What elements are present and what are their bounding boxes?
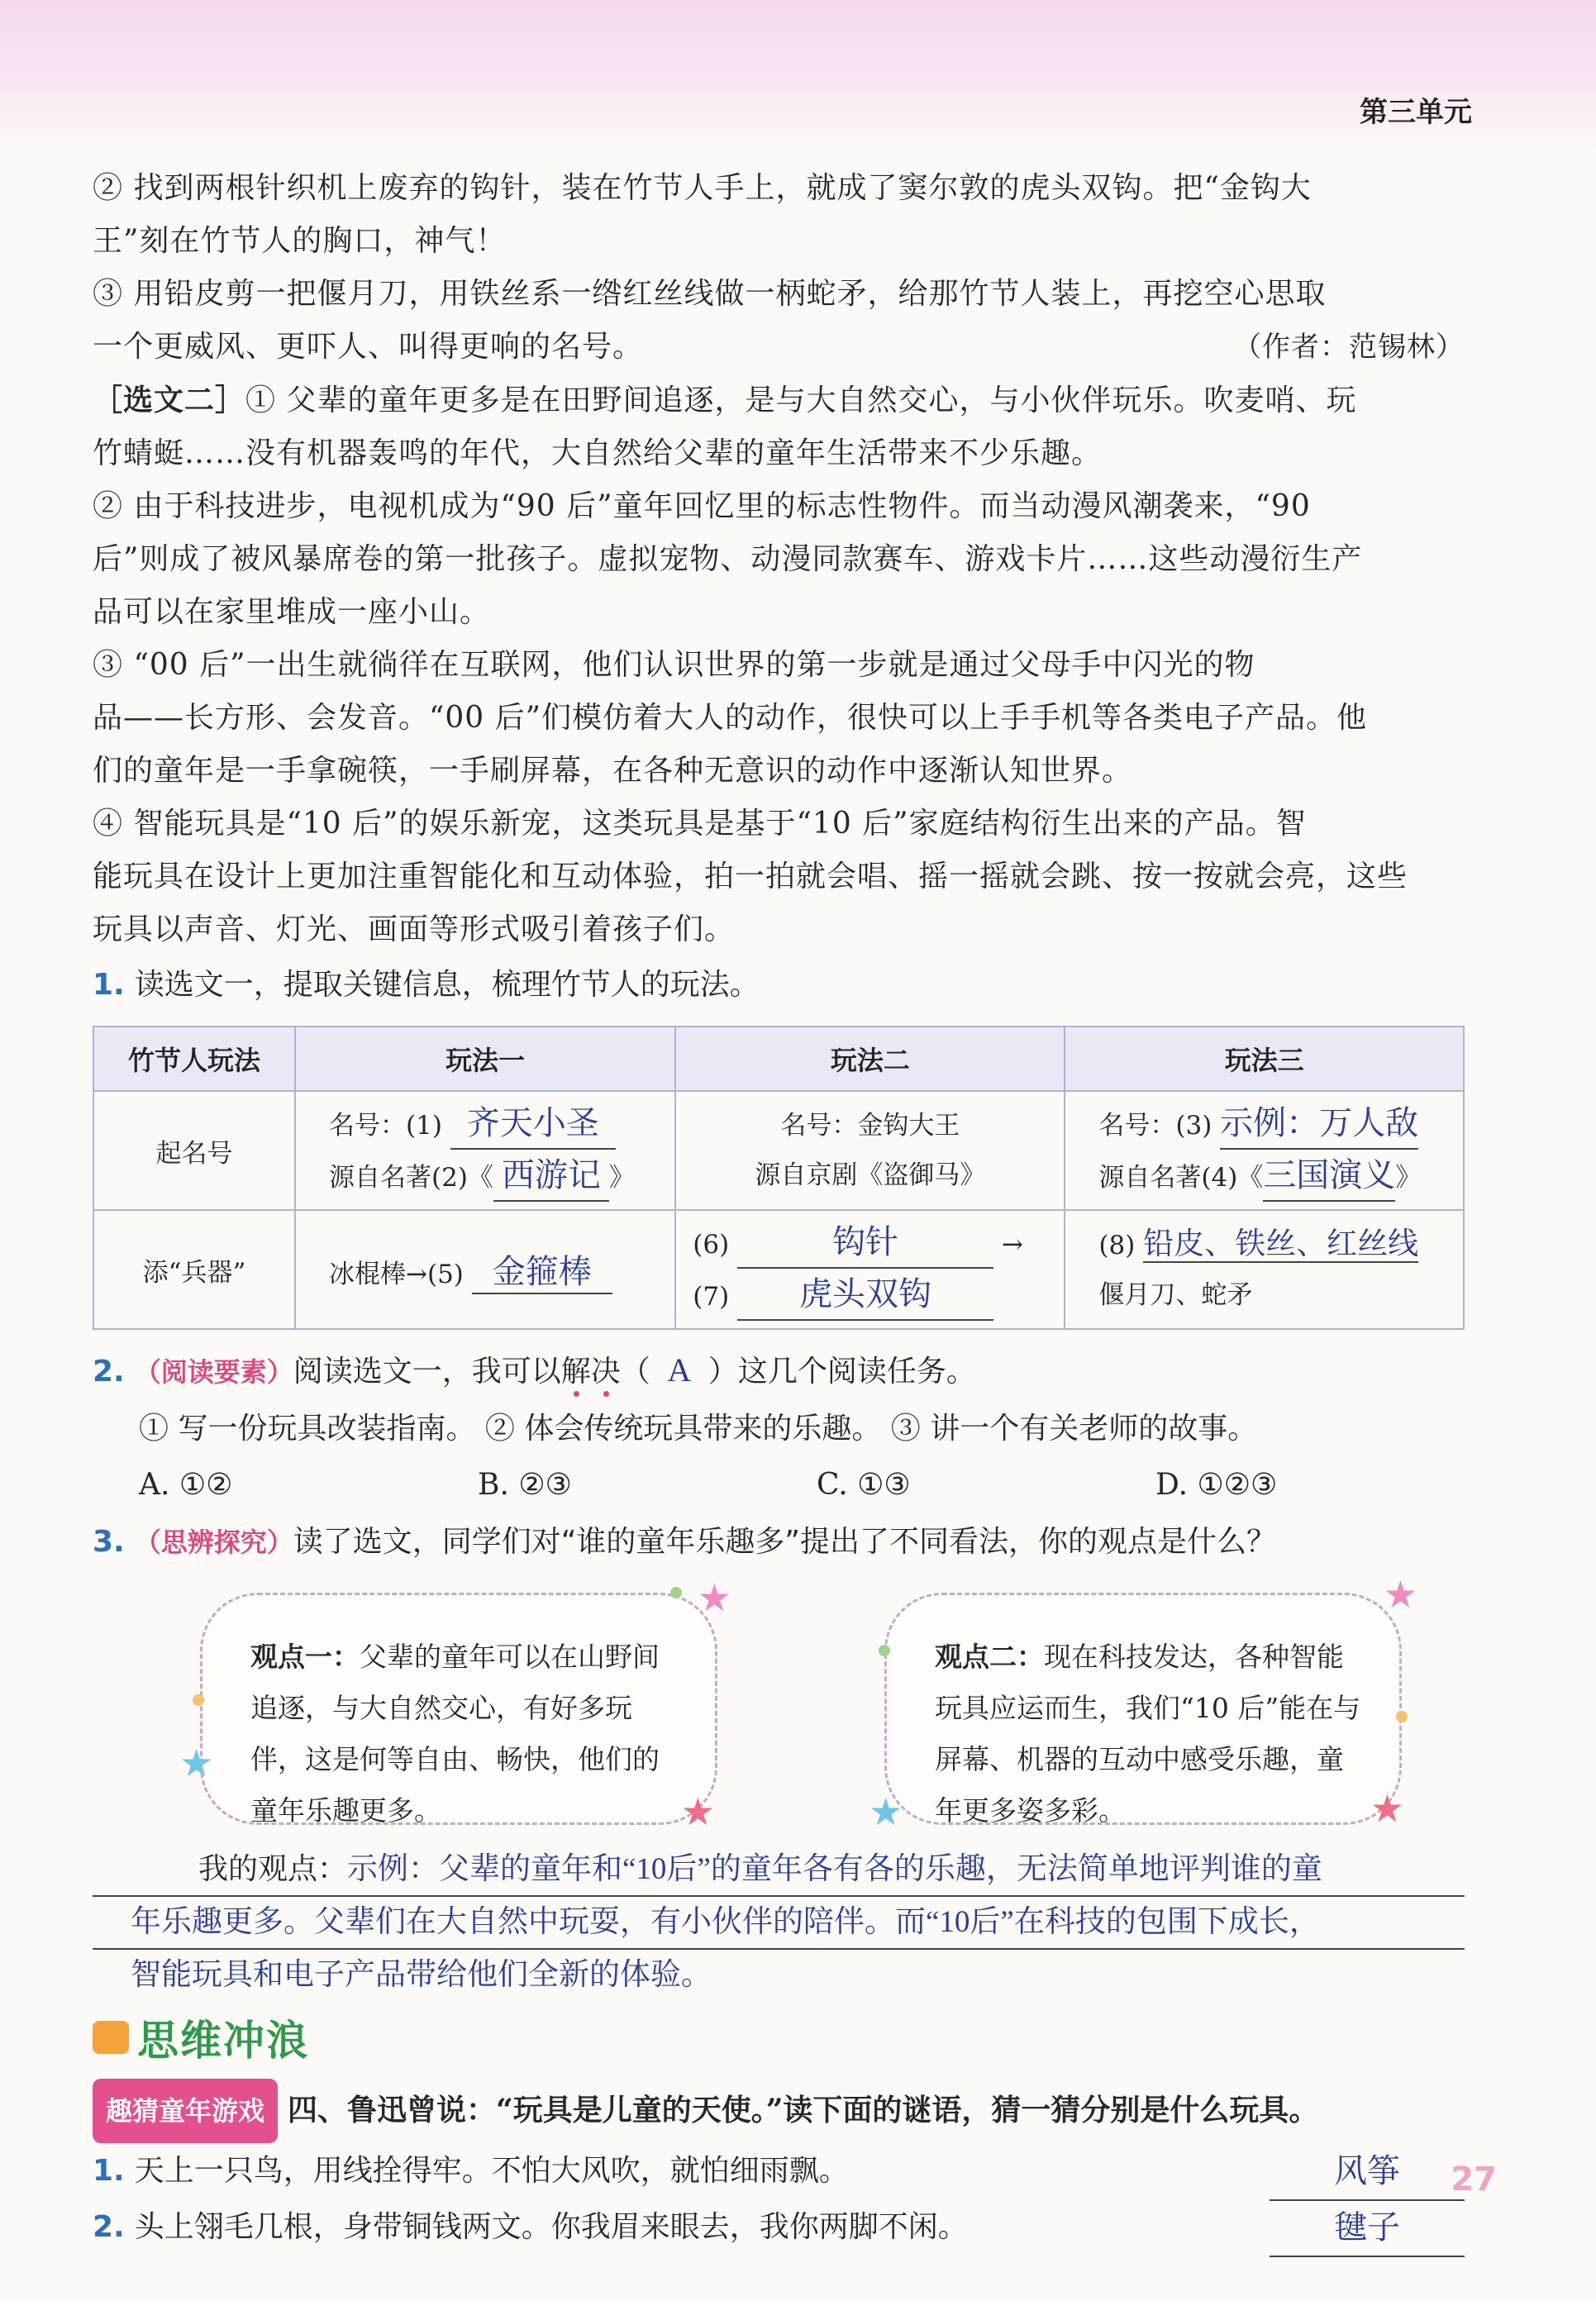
viewpoint-area [93,1571,1465,1844]
answer-blank[interactable]: 铅皮、铁丝、红丝线 [1143,1227,1419,1261]
viewpoint-bubble-2 [869,1572,1417,1834]
wave-icon [93,2021,129,2054]
my-view-label: 我的观点： [198,1852,348,1886]
answer-blank[interactable]: A [667,1351,692,1389]
p2-line: ③ “00 后”一出生就徜徉在互联网，他们认识世界的第一步就是通过父母手中闪光的物 [93,648,1255,682]
p1-line-text: 一个更威风、更吓人、叫得更响的名号。 [93,330,644,364]
answer-blank[interactable]: 钩针 [737,1217,993,1269]
riddle-text: 天上一只鸟，用线拴得牢。不怕大风吹，就怕细雨飘。 [134,2154,849,2188]
question-number: 2. [93,1355,125,1389]
p1-line: ③ 用铅皮剪一把偃月刀，用铁丝系一绺红丝线做一柄蛇矛，给那竹节人装上，再挖空心思取 [93,277,1327,311]
p2-line: 能玩具在设计上更加注重智能化和互动体验，拍一拍就会唱、摇一摇就会跳、按一按就会亮，这些 [93,860,1408,893]
table-header: 玩法三 [1065,1027,1464,1091]
cell-method-2-name [675,1091,1065,1210]
page-content [93,162,1465,2256]
cell-text: 源自名著(2)《 [329,1163,493,1193]
question-3 [93,1513,1465,1571]
question-number: 1. [93,968,125,1002]
arrow-icon: → [1001,1230,1023,1260]
cell-text: 偃月刀、蛇矛 [1098,1279,1253,1310]
riddle-item [93,2143,1465,2199]
viewpoint-title: 观点二： [935,1641,1044,1673]
unit-label: 第三单元 [1360,96,1472,129]
riddle-answer[interactable]: 毽子 [1270,2199,1465,2257]
viewpoint-body: 父辈的童年可以在山野间追逐，与大自然交心，有好多玩伴，这是何等自由、畅快，他们的童年乐趣更多。 [250,1641,660,1827]
viewpoint-bubble-1 [179,1575,731,1834]
p2-line: ④ 智能玩具是“10 后”的娱乐新宠，这类玩具是基于“10 后”家庭结构衍生出来的产品。智 [93,807,1307,841]
answer-blank[interactable]: 虎头双钩 [737,1270,993,1321]
cell-text: (7) [693,1282,730,1312]
table-header-row [93,1027,1464,1091]
answer-text: 智能玩具和电子产品带给他们全新的体验。 [131,1958,712,1992]
cell-text: 名号：(1) [329,1111,442,1141]
option-a[interactable]: A. ①② [139,1468,233,1502]
p2-line [93,374,1465,427]
riddle-item [93,2199,1465,2256]
section-question [93,2079,1465,2143]
option-b[interactable]: B. ②③ [478,1468,572,1502]
viewpoint-text [250,1632,680,1837]
cell-text: 源自名著(4)《 [1098,1163,1264,1193]
dot-decoration [670,1587,682,1598]
row-label: 起名号 [93,1091,295,1210]
p2-line: 竹蜻蜓……没有机器轰鸣的年代，大自然给父辈的童年生活带来不少乐趣。 [93,436,1103,470]
cell-weapon-3 [1065,1210,1464,1329]
star-icon: ★ [1383,1572,1417,1617]
table-row [93,1091,1464,1210]
answer-options [139,1457,1465,1513]
passage-label: ［选文二］ [93,383,246,417]
dot-decoration [879,1645,890,1656]
answer-blank[interactable]: 金箍棒 [472,1246,612,1294]
cell-text: 名号：(3) [1098,1111,1212,1141]
answer-text: 示例：父辈的童年和“10后”的童年各有各的乐趣，无法简单地评判谁的童 [347,1852,1322,1886]
cell-weapon-1 [295,1210,675,1329]
star-icon: ★ [179,1741,214,1785]
answer-blank[interactable]: 齐天小圣 [450,1098,616,1150]
p1-line [93,321,1465,374]
cell-text: (8) [1098,1230,1136,1260]
emphasis-char: 解 [560,1355,591,1389]
answer-line[interactable] [93,1844,1465,1897]
question-1 [93,956,1465,1014]
cell-method-1-name [295,1091,675,1210]
emphasis-char: 决 [590,1355,621,1389]
answer-blank[interactable]: 西游记 [493,1150,609,1202]
my-viewpoint [93,1844,1465,2001]
section-heading: 四、鲁迅曾说：“玩具是儿童的天使。”读下面的谜语，猜一猜分别是什么玩具。 [288,2093,1319,2127]
cell-text: 》 [608,1163,635,1193]
riddle-text: 头上翎毛几根，身带铜钱两文。你我眉来眼去，我你两脚不闲。 [134,2210,968,2244]
passage-one [93,162,1465,374]
question-number: 3. [93,1525,125,1559]
star-icon: ★ [697,1575,731,1620]
answer-line[interactable] [93,1897,1465,1950]
question-2 [93,1341,1465,1401]
dot-decoration [193,1694,204,1706]
author-credit: （作者：范锡林） [1233,331,1465,364]
answer-blank[interactable]: 三国演义 [1263,1150,1395,1202]
riddle-number: 2. [93,2210,125,2244]
answer-blank[interactable]: 示例：万人敌 [1220,1098,1418,1150]
table-header: 玩法二 [675,1027,1065,1091]
question-tag: （思辨探究） [134,1527,293,1558]
question-text: 读选文一，提取关键信息，梳理竹节人的玩法。 [134,968,760,1002]
p1-line: ② 找到两根针织机上废弃的钩针，装在竹节人手上，就成了窦尔敦的虎头双钩。把“金钩大 [93,171,1312,205]
riddle-number: 1. [93,2154,125,2188]
cell-text: 名号：金钩大王 [780,1111,960,1141]
cell-text: (6) [693,1230,730,1260]
p2-line: 品可以在家里堆成一座小山。 [93,595,491,629]
p2-line: 们的童年是一手拿碗筷，一手刷屏幕，在各种无意识的动作中逐渐认知世界。 [93,754,1133,788]
riddle-answer[interactable]: 风筝 [1270,2143,1465,2201]
question-text: ）这几个阅读任务。 [707,1355,976,1389]
cell-text: 冰棍棒→(5) [329,1259,464,1289]
cell-method-3-name [1065,1091,1464,1210]
question-text: 读了选文，同学们对“谁的童年乐趣多”提出了不同看法，你的观点是什么？ [293,1525,1277,1559]
section-header [93,2008,1465,2067]
p2-line: 玩具以声音、灯光、画面等形式吸引着孩子们。 [93,912,736,946]
p2-line: 后”则成了被风暴席卷的第一批孩子。虚拟宠物、动漫同款赛车、游戏卡片……这些动漫衍生产 [93,542,1363,576]
cell-weapon-2 [675,1210,1065,1329]
table-row [93,1210,1464,1329]
star-icon: ★ [1370,1786,1404,1831]
viewpoint-text [935,1632,1365,1837]
page-number: 27 [1451,2160,1497,2199]
cell-text: 》 [1395,1163,1422,1193]
dot-decoration [1396,1711,1408,1722]
table-header: 竹节人玩法 [93,1027,295,1091]
passage-two [93,374,1465,956]
star-icon: ★ [869,1789,903,1834]
star-icon: ★ [680,1789,715,1834]
header-band [0,0,1596,149]
p1-line: 王”刻在竹节人的胸口，神气！ [93,224,507,258]
option-c[interactable]: C. ①③ [817,1468,911,1502]
answer-text: 年乐趣更多。父辈们在大自然中玩耍，有小伙伴的陪伴。而“10后”在科技的包围下成长， [131,1905,1320,1939]
task-items: ① 写一份玩具改装指南。 ② 体会传统玩具带来的乐趣。 ③ 讲一个有关老师的故事。 [139,1412,1258,1446]
option-d[interactable]: D. ①②③ [1155,1468,1278,1502]
play-methods-table [93,1026,1465,1330]
p2-line: ② 由于科技进步，电视机成为“90 后”童年回忆里的标志性物件。而当动漫风潮袭来，“90 [93,489,1311,523]
question-tag: （阅读要素） [134,1356,293,1388]
section-title: 思维冲浪 [137,2017,309,2065]
answer-line[interactable] [93,1950,1465,2001]
cell-text: 源自京剧《盗御马》 [755,1160,986,1190]
p2-line: 品——长方形、会发音。“00 后”们模仿着大人的动作，很快可以上手手机等各类电子产品。他 [93,701,1368,735]
viewpoint-body: 现在科技发达，各种智能玩具应运而生，我们“10 后”能在与屏幕、机器的互动中感受乐趣，童年更多姿多彩。 [935,1641,1361,1827]
row-label: 添“兵器” [93,1210,295,1329]
table-header: 玩法一 [295,1027,675,1091]
section-ribbon: 趣猜童年游戏 [93,2079,278,2143]
question-text: 阅读选文一，我可以 [293,1355,561,1389]
p2-text: ① 父辈的童年更多是在田野间追逐，是与大自然交心，与小伙伴玩乐。吹麦哨、玩 [245,384,1357,417]
question-text: （ [620,1355,650,1389]
viewpoint-title: 观点一： [250,1641,360,1673]
